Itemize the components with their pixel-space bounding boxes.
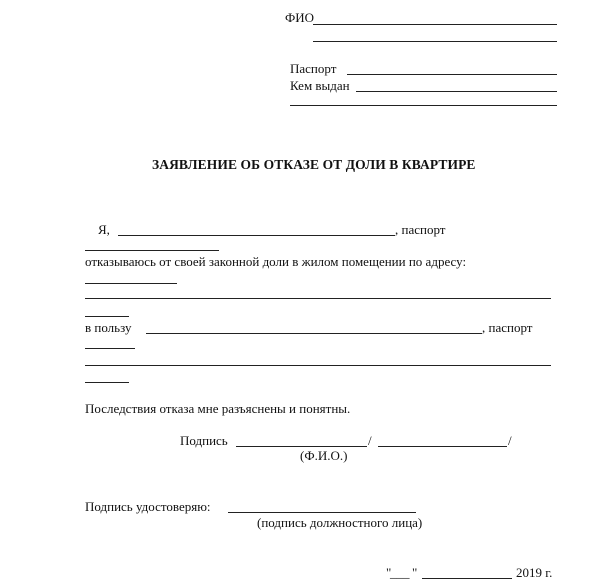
issued-by-line[interactable] (356, 91, 557, 92)
fio-line-2[interactable] (313, 41, 557, 42)
certify-caption: (подпись должностного лица) (257, 515, 423, 530)
date-close-quote: " (412, 565, 418, 580)
certify-label: Подпись удостоверяю: (85, 499, 211, 514)
i-label: Я, (98, 222, 110, 237)
address-line-3[interactable] (85, 316, 129, 317)
date-day-blank[interactable]: ___ (390, 565, 410, 580)
date-open-quote: " (386, 565, 392, 580)
passport-label: Паспорт (290, 61, 337, 76)
address-line-1[interactable] (85, 283, 177, 284)
issued-by-label: Кем выдан (290, 78, 350, 93)
signature-slash-1: / (368, 433, 372, 448)
in-favor-line[interactable] (146, 333, 482, 334)
fio-label: ФИО (285, 10, 315, 25)
in-favor-label: в пользу (85, 320, 132, 335)
in-favor-line-2[interactable] (85, 365, 551, 366)
passport-number-line[interactable] (85, 250, 219, 251)
passport-line[interactable] (347, 74, 557, 75)
consequences-text: Последствия отказа мне разъяснены и понятны. (85, 401, 351, 416)
in-favor-passport-line[interactable] (85, 348, 135, 349)
passport-suffix-2: , паспорт (482, 320, 533, 335)
passport-suffix: , паспорт (395, 222, 446, 237)
signature-fio-line[interactable] (378, 446, 507, 447)
refuse-text: отказываюсь от своей законной доли в жилом помещении по адресу: (85, 254, 467, 269)
certify-line[interactable] (228, 512, 416, 513)
date-year: 2019 г. (516, 565, 553, 580)
name-line[interactable] (118, 235, 395, 236)
fio-line[interactable] (313, 24, 557, 25)
in-favor-line-3[interactable] (85, 382, 129, 383)
signature-label: Подпись (180, 433, 228, 448)
document-title: ЗАЯВЛЕНИЕ ОБ ОТКАЗЕ ОТ ДОЛИ В КВАРТИРЕ (152, 157, 476, 172)
issued-by-line-2[interactable] (290, 105, 557, 106)
date-month-line[interactable] (422, 578, 512, 579)
signature-slash-2: / (508, 433, 512, 448)
fio-caption: (Ф.И.О.) (300, 448, 348, 463)
signature-line[interactable] (236, 446, 367, 447)
address-line-2[interactable] (85, 298, 551, 299)
